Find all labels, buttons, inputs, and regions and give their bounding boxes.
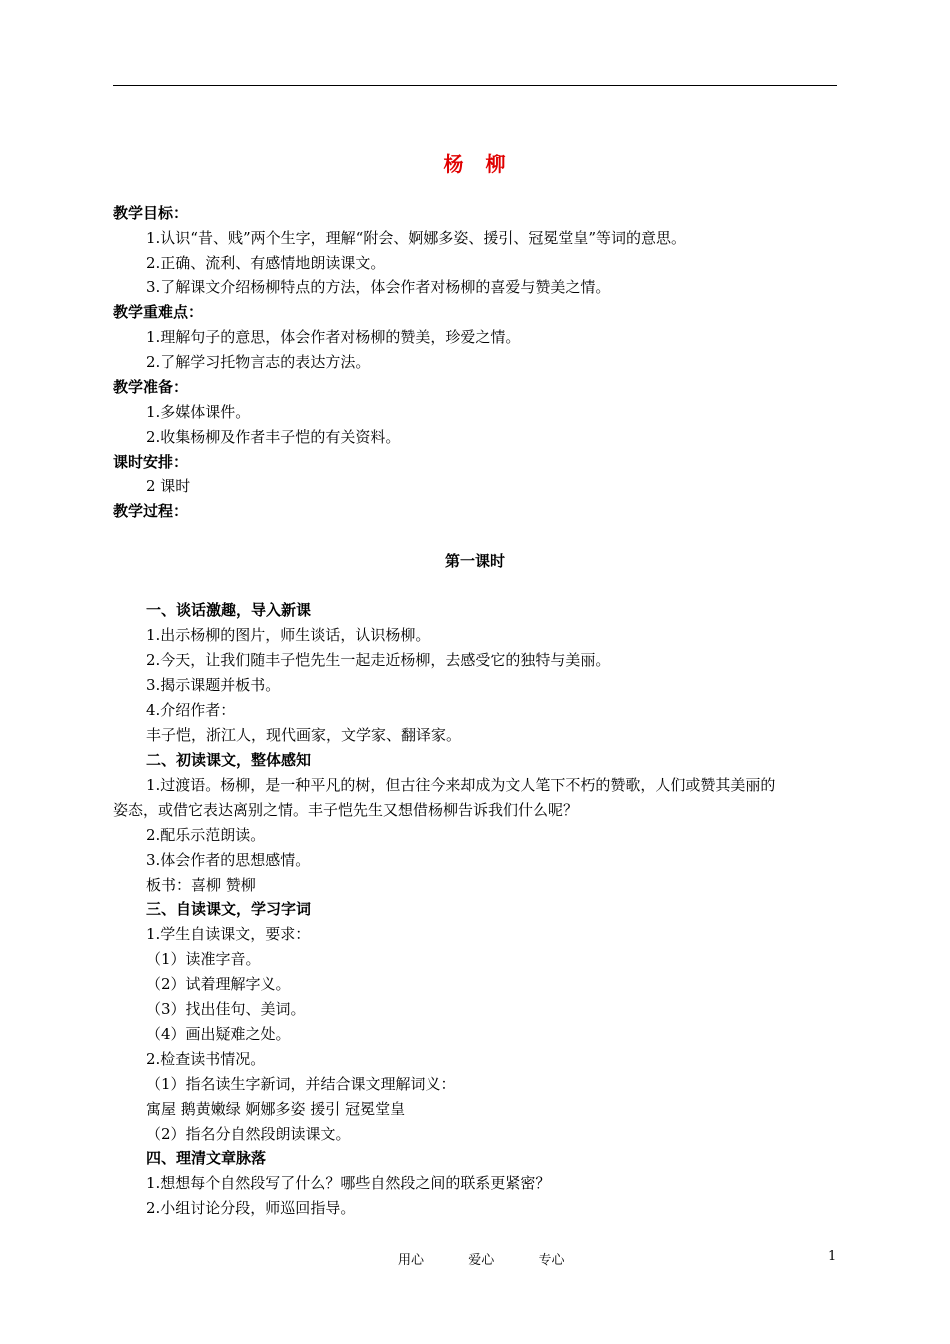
list-item: 2.小组讨论分段，师巡回指导。 (146, 1199, 356, 1217)
part-heading-1: 一、谈话激趣，导入新课 (146, 601, 312, 619)
list-item: 2.检查读书情况。 (146, 1050, 266, 1068)
list-item: 3.揭示课题并板书。 (146, 676, 281, 694)
header-rule (113, 85, 837, 86)
list-item: 1.过渡语。杨柳，是一种平凡的树，但古往今来却成为文人笔下不朽的赞歌，人们或赞其美丽的 (146, 776, 776, 794)
list-item: 2.正确、流利、有感情地朗读课文。 (146, 254, 386, 272)
list-item: （4）画出疑难之处。 (146, 1025, 291, 1043)
list-item: 1.想想每个自然段写了什么？哪些自然段之间的联系更紧密？ (146, 1174, 551, 1192)
list-item: 2.今天，让我们随丰子恺先生一起走近杨柳，去感受它的独特与美丽。 (146, 651, 611, 669)
list-item: 寓屋 鹅黄嫩绿 婀娜多姿 援引 冠冕堂皇 (146, 1100, 406, 1118)
section-heading-goals: 教学目标： (113, 204, 189, 222)
document-title: 杨 柳 (443, 152, 507, 176)
part-heading-3: 三、自读课文，学习字词 (146, 900, 312, 918)
list-item: 2.配乐示范朗读。 (146, 826, 266, 844)
lesson-heading: 第一课时 (444, 552, 505, 570)
part-heading-2: 二、初读课文，整体感知 (146, 751, 312, 769)
list-item: （2）指名分自然段朗读课文。 (146, 1125, 351, 1143)
list-item: 3.体会作者的思想感情。 (146, 851, 311, 869)
list-item: 1.理解句子的意思，体会作者对杨柳的赞美，珍爱之情。 (146, 328, 521, 346)
section-heading-prep: 教学准备： (113, 378, 189, 396)
section-heading-process: 教学过程： (113, 502, 189, 520)
list-item: 1.学生自读课文，要求： (146, 925, 311, 943)
section-heading-keypoints: 教学重难点： (113, 303, 204, 321)
page-number: 1 (828, 1249, 837, 1264)
part-heading-4: 四、理清文章脉落 (146, 1149, 267, 1167)
list-item: 2.了解学习托物言志的表达方法。 (146, 353, 371, 371)
list-item: （2）试着理解字义。 (146, 975, 291, 993)
list-item: 3.了解课文介绍杨柳特点的方法，体会作者对杨柳的喜爱与赞美之情。 (146, 278, 611, 296)
list-item: 2 课时 (146, 477, 191, 495)
list-item: （1）读准字音。 (146, 950, 261, 968)
list-item: 2.收集杨柳及作者丰子恺的有关资料。 (146, 428, 401, 446)
list-item: 1.认识“昔、贱”两个生字，理解“附会、婀娜多姿、援引、冠冕堂皇”等词的意思。 (146, 229, 686, 247)
list-item: 板书：喜柳 赞柳 (146, 876, 256, 894)
list-item: （1）指名读生字新词，并结合课文理解词义： (146, 1075, 456, 1093)
list-item: 丰子恺，浙江人，现代画家，文学家、翻译家。 (146, 726, 462, 744)
list-item: （3）找出佳句、美词。 (146, 1000, 306, 1018)
footer-motto: 用心 爱心 专心 (398, 1253, 565, 1268)
list-item: 1.多媒体课件。 (146, 403, 251, 421)
list-item: 1.出示杨柳的图片，师生谈话，认识杨柳。 (146, 626, 431, 644)
section-heading-schedule: 课时安排： (113, 453, 189, 471)
list-item-continued: 姿态，或借它表达离别之情。丰子恺先生又想借杨柳告诉我们什么呢？ (113, 801, 579, 819)
list-item: 4.介绍作者： (146, 701, 236, 719)
